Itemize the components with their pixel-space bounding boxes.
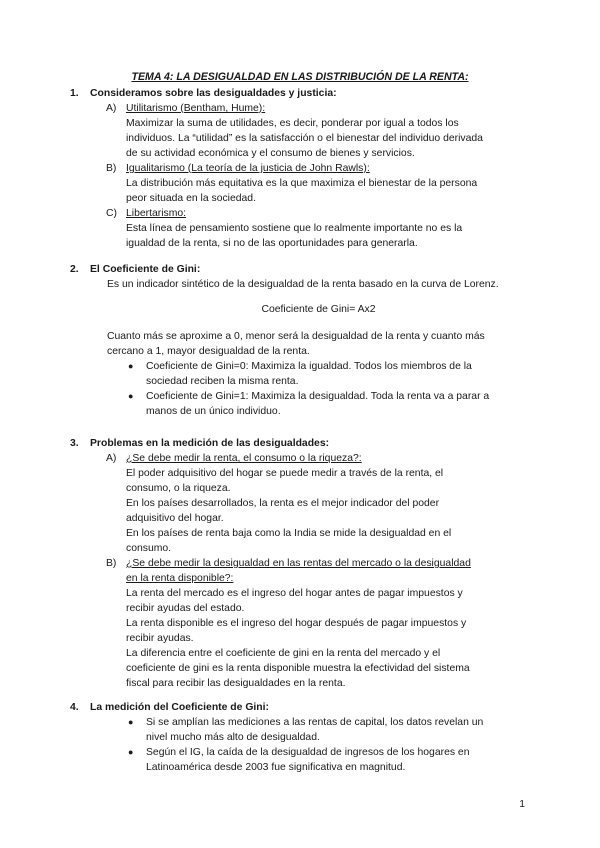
section-4: [70, 700, 530, 775]
page-number: 1: [519, 799, 525, 810]
subsection-a: [106, 451, 530, 466]
text-line: de su actividad económica y el consumo de bienes y servicios.: [126, 148, 415, 159]
text-line: Esta línea de pensamiento sostiene que lo realmente importante no es la: [126, 223, 463, 234]
section-title: El Coeficiente de Gini:: [90, 264, 201, 275]
subsection-letter: A): [106, 103, 117, 114]
text-line: recibir ayudas.: [126, 633, 194, 644]
subsection-letter: B): [106, 163, 117, 174]
list-item: [128, 745, 530, 775]
text-line: igualdad de la renta, si no de las oportunidades para generarla.: [126, 238, 418, 249]
section-title: Problemas en la medición de las desigualdades:: [90, 438, 330, 449]
section-1: [70, 86, 530, 251]
subsection-title: Libertarismo:: [126, 208, 187, 219]
subsection-a: [106, 101, 530, 116]
section-3: [70, 436, 530, 691]
text-line: Latinoamérica desde 2003 fue significativa en magnitud.: [146, 762, 406, 773]
bullet-list: [90, 715, 530, 775]
text-line: consumo.: [126, 543, 172, 554]
text-line: individuos. La “utilidad” es la satisfacción o el bienestar del individuo derivada: [126, 133, 483, 144]
text-line: En los países de renta baja como la India se mide la desigualdad en el: [126, 528, 452, 539]
section-number: 1.: [70, 88, 79, 99]
section-heading: [70, 700, 530, 715]
text-line: Coeficiente de Gini=1: Maximiza la desigualdad. Toda la renta va a parar a: [146, 391, 490, 402]
subsection-title: Utilitarismo (Bentham, Hume):: [126, 103, 266, 114]
text-line: adquisitivo del hogar.: [126, 513, 224, 524]
text-line: Según el IG, la caída de la desigualdad de ingresos de los hogares en: [146, 747, 470, 758]
text-line: Coeficiente de Gini=0: Maximiza la igualdad. Todos los miembros de la: [146, 361, 472, 372]
section-heading: [70, 86, 530, 101]
text-line: La distribución más equitativa es la que maximiza el bienestar de la persona: [126, 178, 478, 189]
subsection-letter: A): [106, 453, 117, 464]
bullet-icon: ●: [128, 747, 134, 757]
section-number: 2.: [70, 264, 79, 275]
subsection-letter: C): [106, 208, 117, 219]
section-number: 4.: [70, 702, 79, 713]
paragraph: [126, 586, 530, 691]
section-heading: [70, 436, 530, 451]
subsection-b: [106, 556, 530, 586]
bullet-icon: ●: [128, 391, 134, 401]
text-line: coeficiente de gini es la renta disponible muestra la efectividad del sistema: [126, 663, 470, 674]
section-number: 3.: [70, 438, 79, 449]
intro-text: Es un indicador sintético de la desigualdad de la renta basado en la curva de Lorenz.: [107, 279, 499, 290]
section-title: La medición del Coeficiente de Gini:: [90, 702, 269, 713]
text-line: La renta disponible es el ingreso del hogar después de pagar impuestos y: [126, 618, 467, 629]
text-line: fiscal para recibir las desigualdades en la renta.: [126, 678, 346, 689]
section-2: [70, 262, 530, 419]
text-line: Cuanto más se aproxime a 0, menor será la desigualdad de la renta y cuanto más: [107, 331, 485, 342]
text-line: Si se amplían las mediciones a las rentas de capital, los datos revelan un: [146, 717, 484, 728]
paragraph: [126, 176, 530, 206]
text-line: recibir ayudas del estado.: [126, 603, 245, 614]
text-line: Maximizar la suma de utilidades, es decir, ponderar por igual a todos los: [126, 118, 459, 129]
bullet-icon: ●: [128, 361, 134, 371]
subsection-b: [106, 161, 530, 176]
section-heading: [70, 262, 530, 277]
text-line: La renta del mercado es el ingreso del hogar antes de pagar impuestos y: [126, 588, 463, 599]
section-title: Consideramos sobre las desigualdades y justicia:: [90, 88, 337, 99]
text-line: sociedad reciben la misma renta.: [146, 376, 299, 387]
list-item: [128, 389, 530, 419]
bullet-list: [90, 359, 530, 419]
subsection-letter: B): [106, 558, 117, 569]
paragraph: [126, 116, 530, 161]
text-line: peor situada en la sociedad.: [126, 193, 256, 204]
bullet-icon: ●: [128, 717, 134, 727]
text-line: El poder adquisitivo del hogar se puede medir a través de la renta, el: [126, 468, 444, 479]
subsection-c: [106, 206, 530, 221]
paragraph: [107, 329, 530, 359]
list-item: [128, 715, 530, 745]
text-line: nivel mucho más alto de desigualdad.: [146, 732, 320, 743]
text-line: manos de un único individuo.: [146, 406, 281, 417]
paragraph: [126, 221, 530, 251]
text-line: En los países desarrollados, la renta es el mejor indicador del poder: [126, 498, 440, 509]
paragraph: [126, 466, 530, 556]
text-line: consumo, o la riqueza.: [126, 483, 231, 494]
gini-formula: Coeficiente de Gini= Ax2: [261, 304, 376, 315]
subsection-title: ¿Se debe medir la desigualdad en las rentas del mercado o la desigualdad: [126, 558, 471, 569]
list-item: [128, 359, 530, 389]
subsection-title: ¿Se debe medir la renta, el consumo o la riqueza?:: [126, 453, 362, 464]
text-line: cercano a 1, mayor desigualdad de la renta.: [107, 346, 310, 357]
text-line: La diferencia entre el coeficiente de gini en la renta del mercado y el: [126, 648, 441, 659]
subsection-title: Igualitarismo (La teoría de la justicia de John Rawls):: [126, 163, 370, 174]
page-title: TEMA 4: LA DESIGUALDAD EN LAS DISTRIBUCIÓN DE LA RENTA:: [131, 71, 469, 83]
subsection-title: en la renta disponible?:: [126, 573, 234, 584]
